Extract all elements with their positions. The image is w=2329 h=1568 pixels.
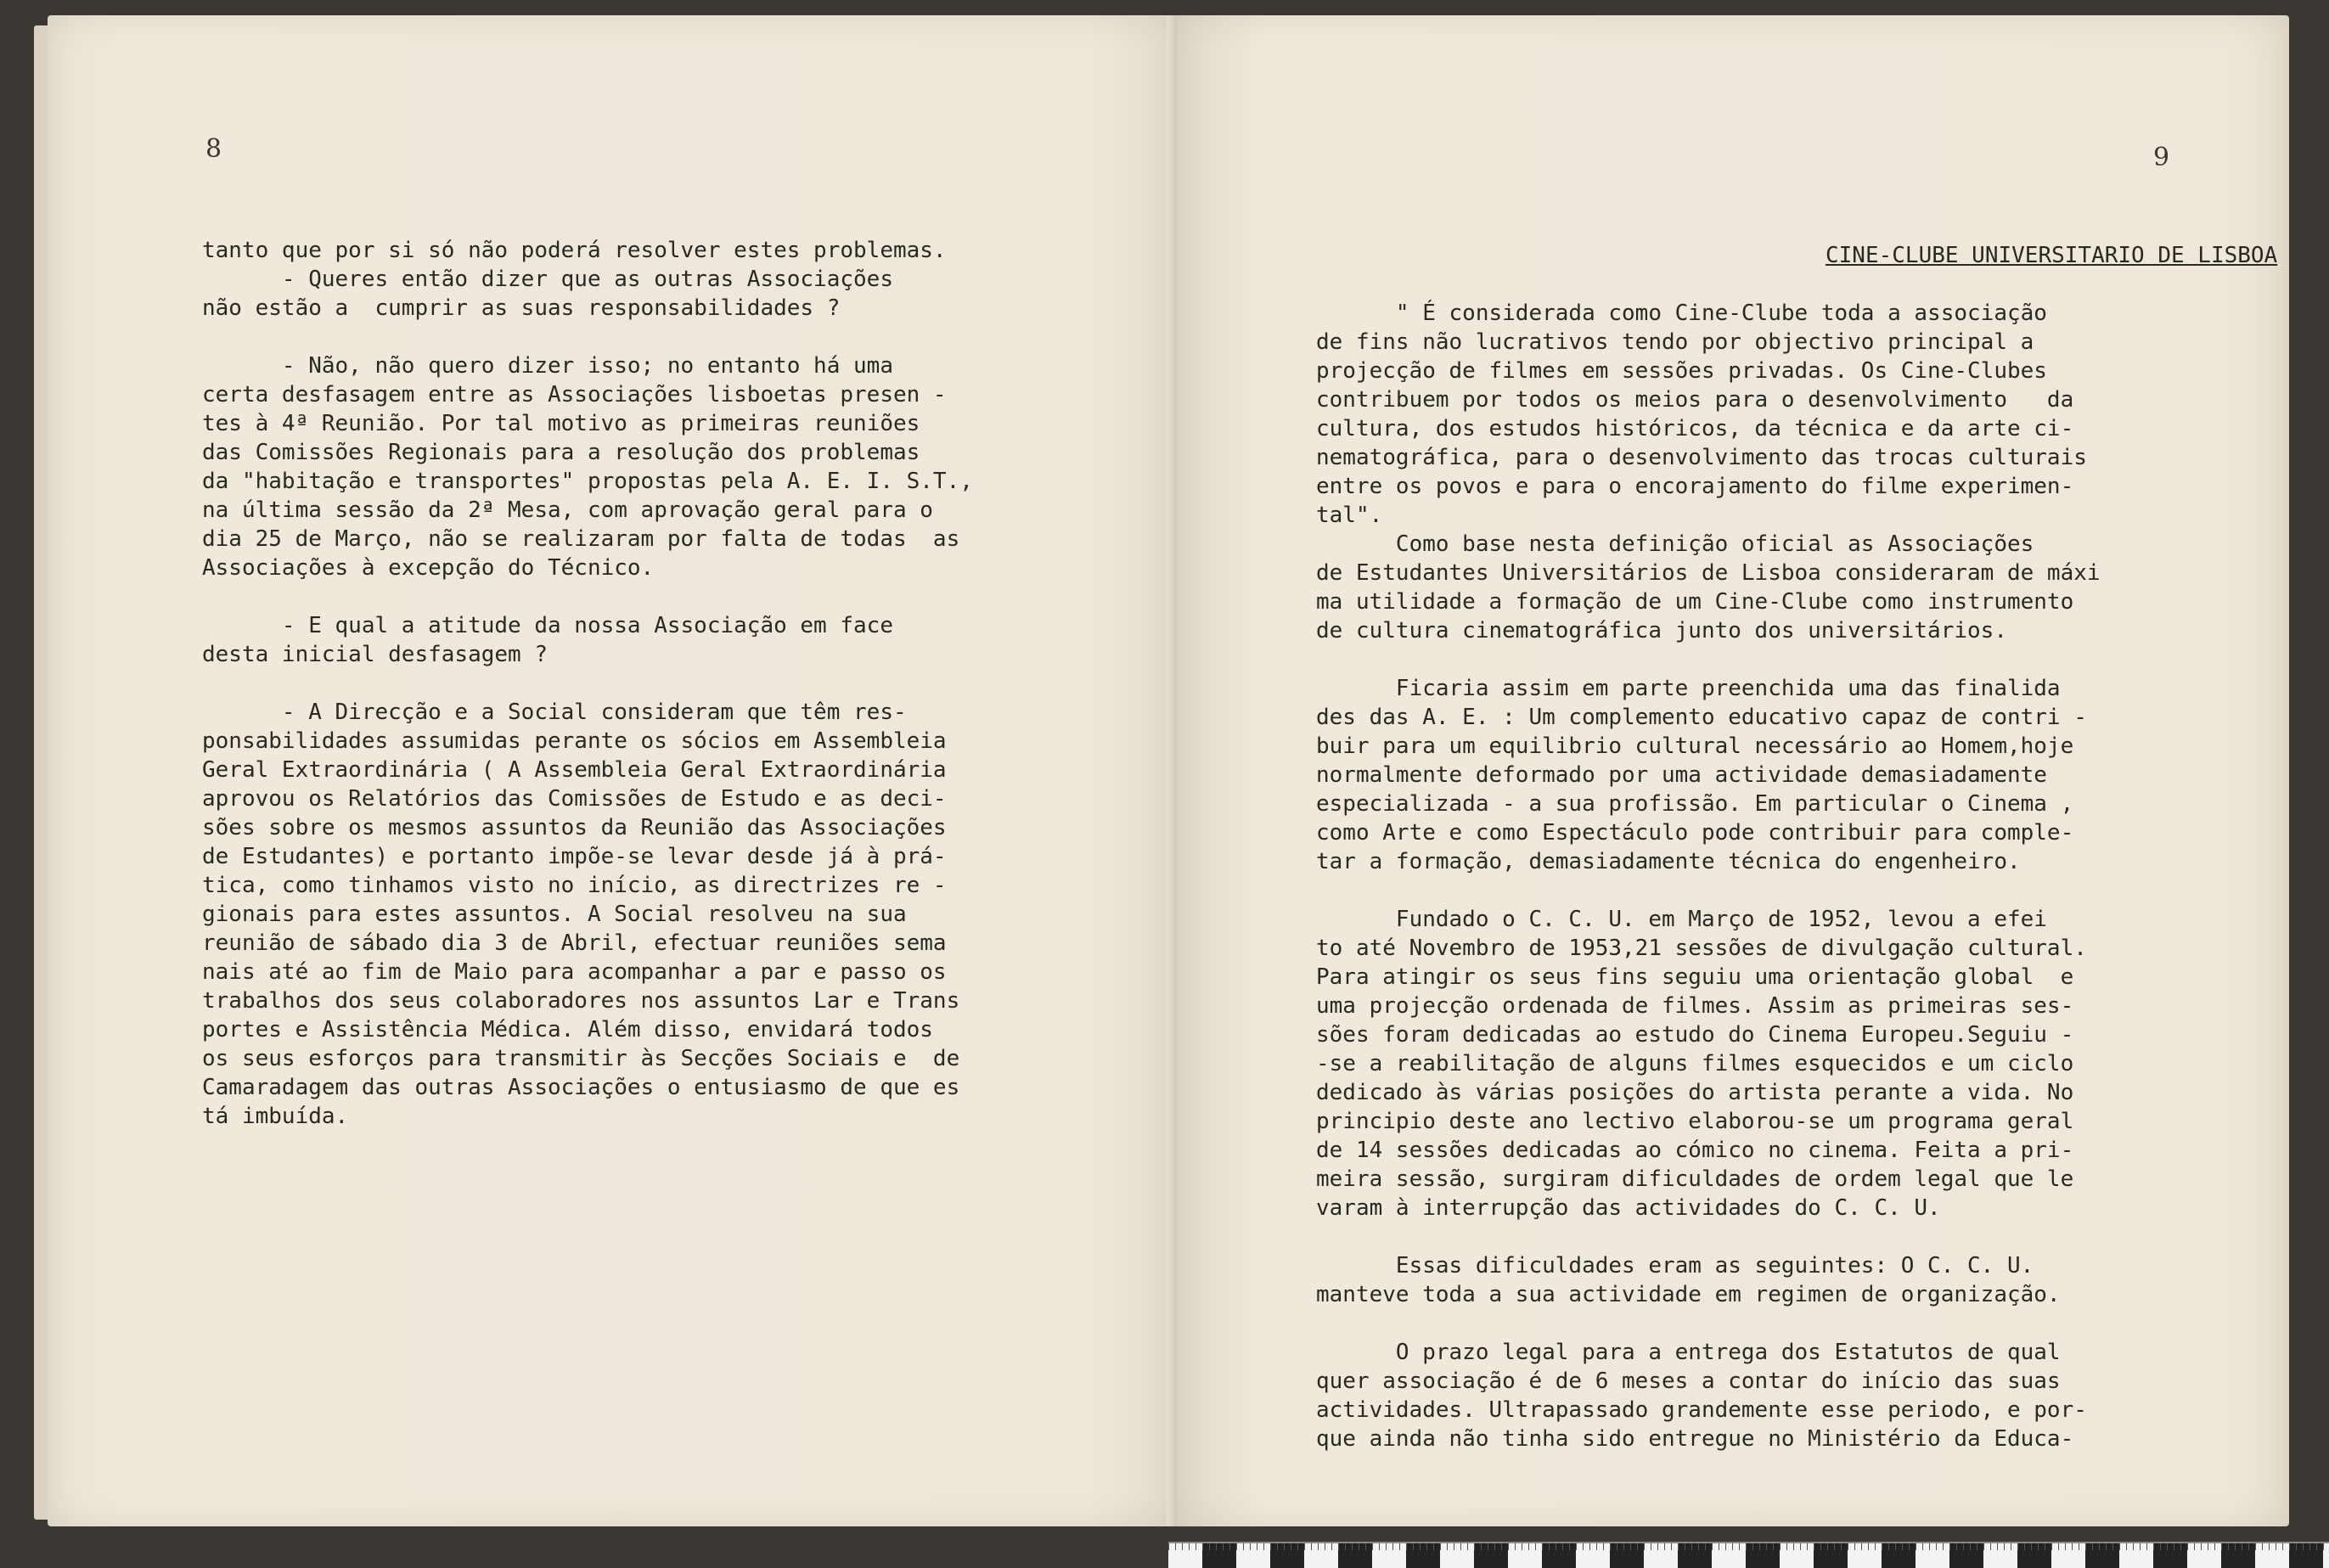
right-line: especializada - a sua profissão. Em particular o Cinema , bbox=[1316, 791, 2074, 817]
right-line: que ainda não tinha sido entregue no Ministério da Educa- bbox=[1316, 1426, 2074, 1452]
right-page bbox=[1177, 15, 2289, 1526]
section-heading: CINE-CLUBE UNIVERSITARIO DE LISBOA bbox=[1826, 243, 2278, 268]
right-line: sões foram dedicadas ao estudo do Cinema Europeu.Seguiu - bbox=[1316, 1022, 2074, 1048]
left-line: dia 25 de Março, não se realizaram por falta de todas as bbox=[202, 526, 960, 552]
left-line: - A Direcção e a Social consideram que têm res- bbox=[202, 700, 907, 725]
right-line: ma utilidade a formação de um Cine-Clube como instrumento bbox=[1316, 589, 2074, 615]
right-line: varam à interrupção das actividades do C. C. U. bbox=[1316, 1195, 1941, 1221]
right-line: des das A. E. : Um complemento educativo capaz de contri - bbox=[1316, 705, 2087, 730]
right-line: tal". bbox=[1316, 503, 1383, 528]
left-line: - Não, não quero dizer isso; no entanto há uma bbox=[202, 353, 893, 379]
right-line: Ficaria assim em parte preenchida uma das finalida bbox=[1316, 676, 2061, 701]
left-line: tica, como tinhamos visto no início, as directrizes re - bbox=[202, 873, 947, 898]
right-line: manteve toda a sua actividade em regimen de organização. bbox=[1316, 1282, 2061, 1307]
left-line: portes e Assistência Médica. Além disso, envidará todos bbox=[202, 1017, 933, 1043]
right-line: tar a formação, demasiadamente técnica do engenheiro. bbox=[1316, 849, 2021, 874]
right-line: Para atingir os seus fins seguiu uma orientação global e bbox=[1316, 964, 2074, 990]
right-line: buir para um equilibrio cultural necessário ao Homem,hoje bbox=[1316, 733, 2074, 759]
left-line: não estão a cumprir as suas responsabilidades ? bbox=[202, 295, 841, 321]
right-line: uma projecção ordenada de filmes. Assim as primeiras ses- bbox=[1316, 993, 2074, 1019]
right-line: normalmente deformado por uma actividade demasiadamente bbox=[1316, 762, 2047, 788]
right-line: contribuem por todos os meios para o desenvolvimento da bbox=[1316, 387, 2074, 413]
right-line: de 14 sessões dedicadas ao cómico no cinema. Feita a pri- bbox=[1316, 1138, 2074, 1163]
right-line: quer associação é de 6 meses a contar do início das suas bbox=[1316, 1368, 2061, 1394]
right-line: Fundado o C. C. U. em Março de 1952, levou a efei bbox=[1316, 907, 2047, 932]
right-line: entre os povos e para o encorajamento do filme experimen- bbox=[1316, 474, 2074, 499]
right-line: projecção de filmes em sessões privadas. Os Cine-Clubes bbox=[1316, 358, 2047, 384]
left-line: certa desfasagem entre as Associações lisboetas presen - bbox=[202, 382, 947, 407]
left-line: da "habitação e transportes" propostas pela A. E. I. S.T., bbox=[202, 469, 973, 494]
left-line: aprovou os Relatórios das Comissões de Estudo e as deci- bbox=[202, 786, 947, 812]
ruler-ticks bbox=[1168, 1543, 2329, 1550]
right-line: -se a reabilitação de alguns filmes esquecidos e um ciclo bbox=[1316, 1051, 2074, 1076]
right-line: meira sessão, surgiram dificuldades de ordem legal que le bbox=[1316, 1166, 2074, 1192]
right-page-number: 9 bbox=[2153, 143, 2170, 172]
left-page bbox=[48, 15, 1177, 1526]
left-line: ponsabilidades assumidas perante os sócios em Assembleia bbox=[202, 728, 947, 754]
left-line: Camaradagem das outras Associações o entusiasmo de que es bbox=[202, 1075, 960, 1100]
left-line: desta inicial desfasagem ? bbox=[202, 642, 548, 667]
right-line: nematográfica, para o desenvolvimento das trocas culturais bbox=[1316, 445, 2087, 470]
scale-ruler bbox=[1168, 1542, 2329, 1568]
right-line: cultura, dos estudos históricos, da técnica e da arte ci- bbox=[1316, 416, 2074, 441]
left-line: - E qual a atitude da nossa Associação em face bbox=[202, 613, 893, 638]
left-line: tes à 4ª Reunião. Por tal motivo as primeiras reuniões bbox=[202, 411, 920, 436]
right-line: como Arte e como Espectáculo pode contribuir para comple- bbox=[1316, 820, 2074, 846]
right-line: de cultura cinematográfica junto dos universitários. bbox=[1316, 618, 2007, 643]
right-line: " É considerada como Cine-Clube toda a associação bbox=[1316, 301, 2047, 326]
left-page-body bbox=[202, 236, 973, 1131]
right-line: de Estudantes Universitários de Lisboa consideraram de máxi bbox=[1316, 560, 2101, 586]
left-line: tanto que por si só não poderá resolver estes problemas. bbox=[202, 238, 947, 263]
right-line: Como base nesta definição oficial as Associações bbox=[1316, 531, 2034, 557]
left-line: Geral Extraordinária ( A Assembleia Geral Extraordinária bbox=[202, 757, 947, 783]
right-line: principio deste ano lectivo elaborou-se um programa geral bbox=[1316, 1109, 2074, 1134]
right-line: dedicado às várias posições do artista perante a vida. No bbox=[1316, 1080, 2074, 1105]
right-line: Essas dificuldades eram as seguintes: O C. C. U. bbox=[1316, 1253, 2034, 1279]
right-line: to até Novembro de 1953,21 sessões de divulgação cultural. bbox=[1316, 936, 2087, 961]
left-line: Associações à excepção do Técnico. bbox=[202, 555, 655, 581]
left-line: trabalhos dos seus colaboradores nos assuntos Lar e Trans bbox=[202, 988, 960, 1014]
left-line: os seus esforços para transmitir às Secções Sociais e de bbox=[202, 1046, 960, 1071]
left-line: - Queres então dizer que as outras Associações bbox=[202, 267, 893, 292]
left-line: tá imbuída. bbox=[202, 1104, 349, 1129]
left-line: gionais para estes assuntos. A Social resolveu na sua bbox=[202, 902, 907, 927]
right-line: actividades. Ultrapassado grandemente esse periodo, e por- bbox=[1316, 1397, 2087, 1423]
left-line: nais até ao fim de Maio para acompanhar a par e passo os bbox=[202, 959, 947, 985]
left-line: reunião de sábado dia 3 de Abril, efectuar reuniões sema bbox=[202, 930, 947, 956]
right-page-body bbox=[1316, 241, 2278, 1453]
left-line: sões sobre os mesmos assuntos da Reunião das Associações bbox=[202, 815, 947, 840]
right-line: O prazo legal para a entrega dos Estatutos de qual bbox=[1316, 1340, 2061, 1365]
left-line: de Estudantes) e portanto impõe-se levar desde já à prá- bbox=[202, 844, 947, 869]
left-line: das Comissões Regionais para a resolução dos problemas bbox=[202, 440, 920, 465]
left-page-number: 8 bbox=[205, 134, 222, 164]
left-line: na última sessão da 2ª Mesa, com aprovação geral para o bbox=[202, 497, 933, 523]
right-line: de fins não lucrativos tendo por objectivo principal a bbox=[1316, 329, 2034, 355]
